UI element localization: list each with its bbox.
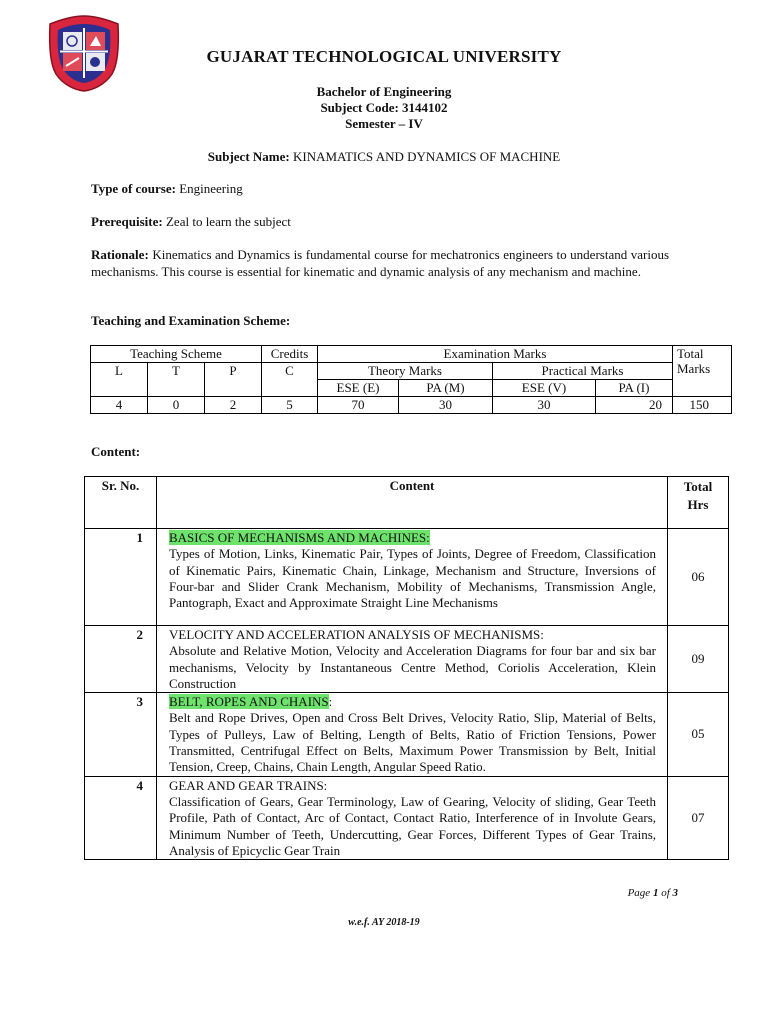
content-table [84, 476, 729, 860]
row-sr: 3 [85, 693, 157, 776]
row-hrs: 07 [668, 776, 729, 859]
row-body: Types of Motion, Links, Kinematic Pair, Types of Joints, Degree of Freedom, Classification of Kinematic Pairs, Kinematic Chain, Linkage, Mechanism and Structure, Inversions of Four-bar and Slider Crank Mechanism, Mobility of Mechanisms, Transmission Angle, Pantograph, Exact and Approximate Straight Line Mechanisms [169, 546, 656, 611]
content-heading: Content: [91, 444, 141, 459]
prerequisite-label: Prerequisite: [91, 214, 163, 229]
course-type-value: Engineering [179, 181, 243, 196]
row-content [157, 626, 668, 693]
course-type-line [91, 181, 243, 198]
page-current: 1 [652, 887, 659, 899]
value-l: 4 [91, 397, 148, 414]
pa-i-header: PA (I) [596, 380, 673, 397]
degree-line: Bachelor of Engineering [316, 84, 452, 99]
university-title: GUJARAT TECHNOLOGICAL UNIVERSITY [206, 47, 562, 66]
row-sr: 2 [85, 626, 157, 693]
subject-code-line: Subject Code: 3144102 [320, 100, 448, 115]
exam-marks-header: Examination Marks [318, 346, 673, 363]
credit-c-header: C [262, 363, 318, 397]
total-marks-header [673, 346, 732, 397]
table-row [85, 776, 729, 859]
pa-m-header: PA (M) [399, 380, 493, 397]
total-hrs-label-1: Total [683, 479, 713, 494]
credits-header: Credits [262, 346, 318, 363]
row-body: Belt and Rope Drives, Open and Cross Belt Drives, Velocity Ratio, Slip, Material of Belts, Types of Pulleys, Law of Belting, Length of Belts, Ratio of Friction Tensions, Power Transmitted, Centrifugal Effect on Belts, Maximum Power Transmission by Belt, Initial Tension, Creep, Chains, Chain Length, Angular Speed Ratio. [169, 710, 656, 775]
content-header: Content [157, 477, 668, 529]
tutorial-header: T [148, 363, 205, 397]
row-content [157, 693, 668, 776]
rationale-label: Rationale: [91, 247, 149, 262]
total-hrs-header [668, 477, 729, 529]
teaching-exam-scheme-table [90, 345, 732, 414]
lecture-header: L [91, 363, 148, 397]
row-hrs: 06 [668, 529, 729, 626]
row-sr: 4 [85, 776, 157, 859]
row-content [157, 529, 668, 626]
row-body: Classification of Gears, Gear Terminology, Law of Gearing, Velocity of sliding, Gear Teeth Profile, Path of Contact, Arc of Contact, Contact Ratio, Interference of in Involute Gears, Minimum Number of Teeth, Undercutting, Gear Forces, Different Types of Gear Trains, Analysis of Epicyclic Gear Train [169, 793, 656, 858]
scheme-heading: Teaching and Examination Scheme: [91, 313, 291, 328]
page-prefix: Page [627, 887, 653, 899]
value-t: 0 [148, 397, 205, 414]
value-pa-i: 20 [596, 397, 673, 414]
prerequisite-value: Zeal to learn the subject [165, 214, 291, 229]
course-type-label: Type of course: [91, 181, 176, 196]
page-number [628, 887, 678, 899]
row-heading-suffix: : [328, 694, 333, 710]
sr-no-header: Sr. No. [85, 477, 157, 529]
total-label: Total [677, 346, 704, 361]
row-heading: BELT, ROPES AND CHAINS [169, 694, 329, 710]
practical-header: P [205, 363, 262, 397]
row-heading: VELOCITY AND ACCELERATION ANALYSIS OF MECHANISMS: [169, 627, 544, 642]
value-ese-e: 70 [318, 397, 399, 414]
value-pa-m: 30 [399, 397, 493, 414]
practical-marks-header: Practical Marks [493, 363, 673, 380]
wef-footer: w.e.f. AY 2018-19 [348, 917, 420, 928]
subject-name-value: KINAMATICS AND DYNAMICS OF MACHINE [292, 149, 561, 164]
ese-v-header: ESE (V) [493, 380, 596, 397]
rationale-text: Kinematics and Dynamics is fundamental course for mechatronics engineers to understand various mechanisms. This course is essential for kinematic and dynamic analysis of any mechanism and machine. [91, 247, 670, 279]
value-c: 5 [262, 397, 318, 414]
table-row [85, 529, 729, 626]
row-hrs: 09 [668, 626, 729, 693]
total-hrs-label-2: Hrs [687, 497, 709, 512]
row-heading: GEAR AND GEAR TRAINS: [169, 777, 328, 793]
value-total: 150 [673, 397, 732, 414]
theory-marks-header: Theory Marks [318, 363, 493, 380]
row-heading: BASICS OF MECHANISMS AND MACHINES: [169, 530, 430, 545]
semester-line: Semester – IV [345, 116, 423, 131]
table-row [85, 693, 729, 776]
value-p: 2 [205, 397, 262, 414]
marks-label: Marks [677, 361, 711, 376]
ese-e-header: ESE (E) [318, 380, 399, 397]
row-sr: 1 [85, 529, 157, 626]
page-of: of [658, 887, 673, 899]
subject-name-label: Subject Name: [207, 149, 290, 164]
teaching-scheme-header: Teaching Scheme [91, 346, 262, 363]
subject-name-line [0, 149, 768, 166]
value-ese-v: 30 [493, 397, 596, 414]
row-content [157, 776, 668, 859]
rationale-paragraph [91, 247, 669, 280]
page-total: 3 [672, 887, 678, 899]
prerequisite-line [91, 214, 291, 231]
row-hrs: 05 [668, 693, 729, 776]
table-row [85, 626, 729, 693]
row-body: Absolute and Relative Motion, Velocity and Acceleration Diagrams for four bar and six bar mechanisms, Velocity by Instantaneous Centre Method, Coriolis Acceleration, Klein Construction [169, 643, 656, 691]
